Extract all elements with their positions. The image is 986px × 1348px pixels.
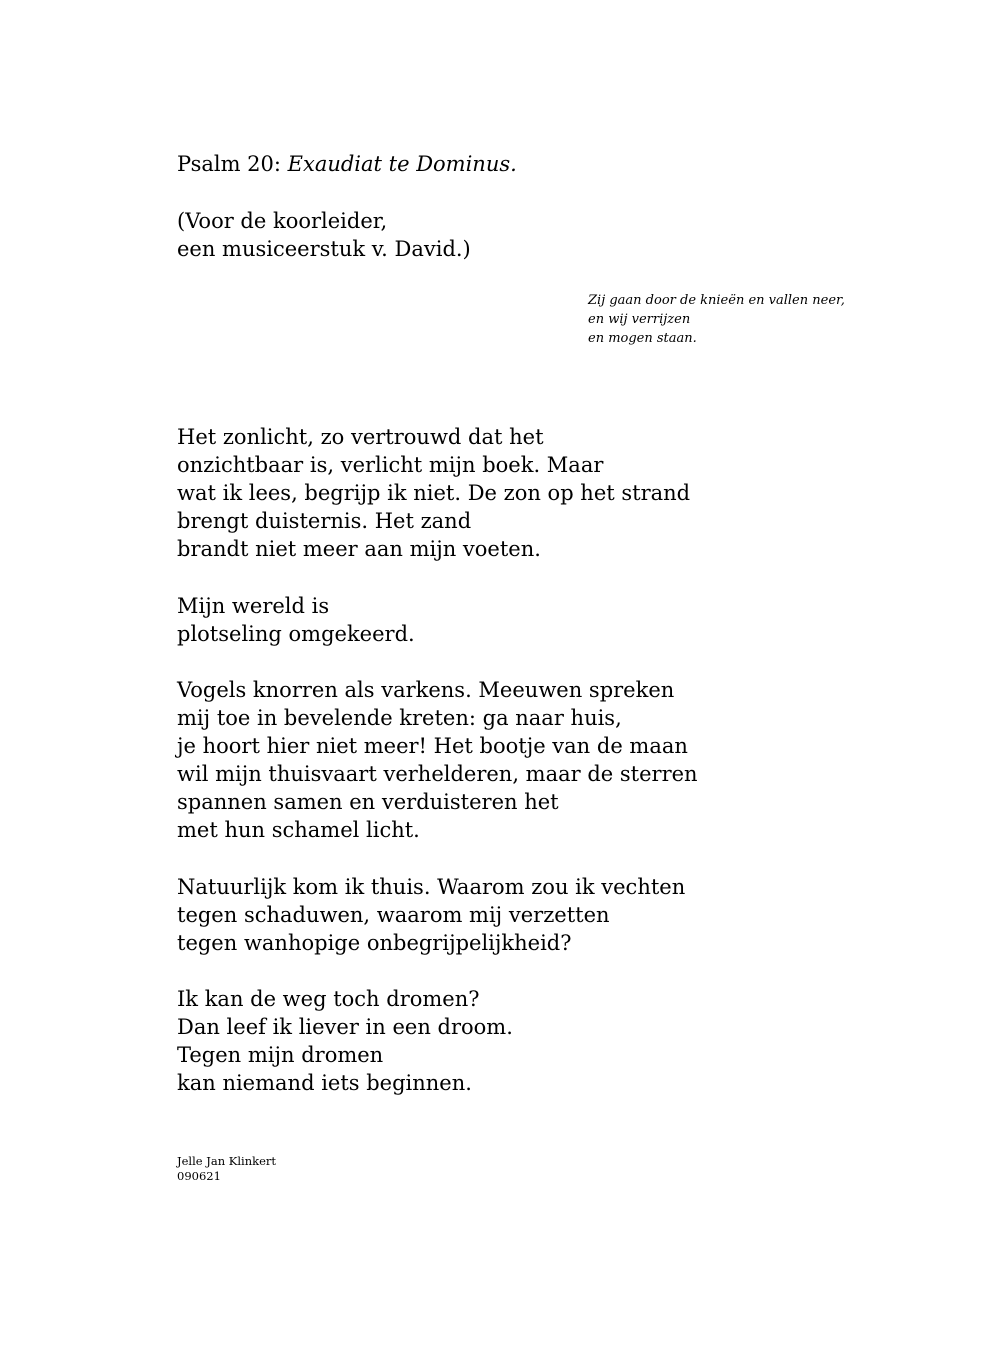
subtitle-line: een musiceerstuk v. David.): [177, 237, 471, 261]
poem-line: kan niemand iets beginnen.: [177, 1071, 472, 1096]
epigraph: [588, 291, 845, 348]
poem-line: Natuurlijk kom ik thuis. Waarom zou ik vechten: [177, 874, 686, 899]
epigraph-line: en wij verrijzen: [588, 312, 691, 327]
poem-line: tegen wanhopige onbegrijpelijkheid?: [177, 930, 572, 955]
poem-line: je hoort hier niet meer! Het bootje van de maan: [177, 734, 688, 759]
poem-line: tegen schaduwen, waarom mij verzetten: [177, 902, 610, 927]
title-prefix: Psalm 20:: [177, 152, 288, 176]
author-name: Jelle Jan Klinkert: [177, 1154, 277, 1168]
stanza-1: [177, 423, 698, 563]
poem-line: brandt niet meer aan mijn voeten.: [177, 537, 541, 562]
poem-title: [177, 150, 517, 178]
poem-line: Ik kan de weg toch dromen?: [177, 986, 480, 1011]
date-code: 090621: [177, 1169, 221, 1183]
signature-block: [177, 1154, 276, 1184]
poem-body: [177, 423, 698, 1125]
epigraph-line: Zij gaan door de knieën en vallen neer,: [588, 293, 845, 308]
stanza-2: [177, 592, 698, 648]
poem-line: Vogels knorren als varkens. Meeuwen spreken: [177, 677, 675, 702]
poem-subtitle: [177, 207, 471, 263]
poem-line: Dan leef ik liever in een droom.: [177, 1014, 513, 1039]
title-work: Exaudiat te Dominus.: [287, 152, 517, 176]
stanza-5: [177, 985, 698, 1097]
poem-line: Het zonlicht, zo vertrouwd dat het: [177, 425, 544, 449]
poem-line: plotseling omgekeerd.: [177, 621, 415, 646]
poem-line: met hun schamel licht.: [177, 818, 420, 843]
poem-line: mij toe in bevelende kreten: ga naar huis,: [177, 705, 622, 730]
poem-line: wat ik lees, begrijp ik niet. De zon op het strand: [177, 481, 691, 506]
poem-line: Mijn wereld is: [177, 593, 330, 618]
poem-line: Tegen mijn dromen: [177, 1043, 384, 1068]
subtitle-line: (Voor de koorleider,: [177, 209, 388, 233]
poem-line: wil mijn thuisvaart verhelderen, maar de sterren: [177, 762, 698, 787]
poem-line: spannen samen en verduisteren het: [177, 790, 559, 815]
stanza-4: [177, 873, 698, 957]
poem-line: brengt duisternis. Het zand: [177, 509, 472, 534]
stanza-3: [177, 676, 698, 845]
epigraph-line: en mogen staan.: [588, 331, 697, 346]
poem-line: onzichtbaar is, verlicht mijn boek. Maar: [177, 453, 604, 478]
